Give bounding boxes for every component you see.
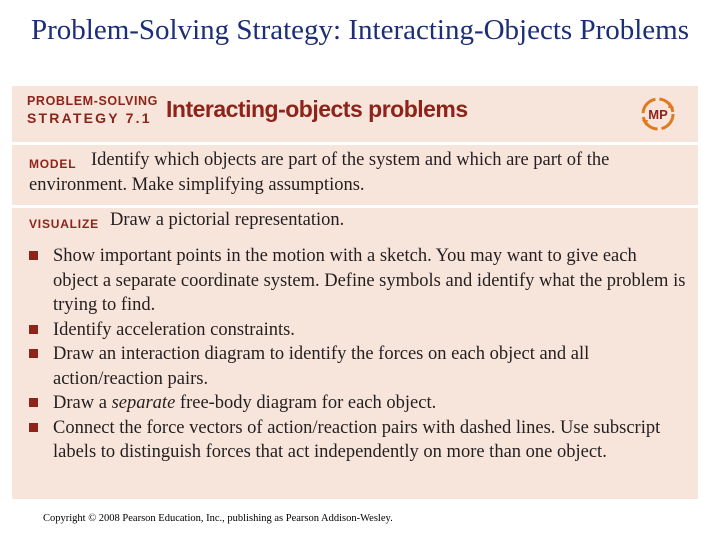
bullet-square-icon xyxy=(29,423,38,432)
bullet-emphasis: separate xyxy=(111,393,176,413)
badge-text: MP xyxy=(648,107,668,122)
model-label: MODEL xyxy=(29,157,77,171)
strategy-box xyxy=(12,86,698,499)
mastering-physics-icon xyxy=(640,96,676,132)
copyright-footer: Copyright © 2008 Pearson Education, Inc., publishing as Pearson Addison-Wesley. xyxy=(43,513,393,524)
bullet-square-icon xyxy=(29,325,38,334)
visualize-bullet-list xyxy=(26,244,686,465)
strategy-label-line2: STRATEGY 7.1 xyxy=(27,110,152,126)
slide-title: Problem-Solving Strategy: Interacting-Objects Problems xyxy=(30,14,690,46)
bullet-square-icon xyxy=(29,251,38,260)
bullet-square-icon xyxy=(29,349,38,358)
visualize-bullet xyxy=(26,416,686,465)
visualize-bullet xyxy=(26,391,686,416)
bullet-text-tail: free-body diagram for each object. xyxy=(175,393,437,413)
strategy-label-line1: PROBLEM-SOLVING xyxy=(27,94,158,108)
bullet-text: Draw a xyxy=(53,393,112,413)
visualize-bullet xyxy=(26,244,686,318)
visualize-bullet xyxy=(26,342,686,391)
bullet-text: Connect the force vectors of action/reaction pairs with dashed lines. Use subscript labels to distinguish forces that act independently on more than one object. xyxy=(53,417,661,462)
strategy-title: Interacting-objects problems xyxy=(166,96,468,122)
bullet-square-icon xyxy=(29,398,38,407)
bullet-text: Draw an interaction diagram to identify the forces on each object and all action/reaction pairs. xyxy=(53,344,590,389)
strategy-header xyxy=(12,86,698,142)
bullet-text: Show important points in the motion with a sketch. You may want to give each object a separate coordinate system. Define symbols and identify what the problem is trying to find. xyxy=(53,246,686,315)
visualize-text: Draw a pictorial representation. xyxy=(110,210,345,230)
visualize-label: VISUALIZE xyxy=(29,217,99,231)
model-text: Identify which objects are part of the system and which are part of the environment. Make simplifying assumptions. xyxy=(29,150,610,195)
divider-top xyxy=(12,142,698,145)
strategy-label xyxy=(27,94,158,126)
bullet-text: Identify acceleration constraints. xyxy=(53,319,295,340)
visualize-bullet xyxy=(26,318,686,343)
